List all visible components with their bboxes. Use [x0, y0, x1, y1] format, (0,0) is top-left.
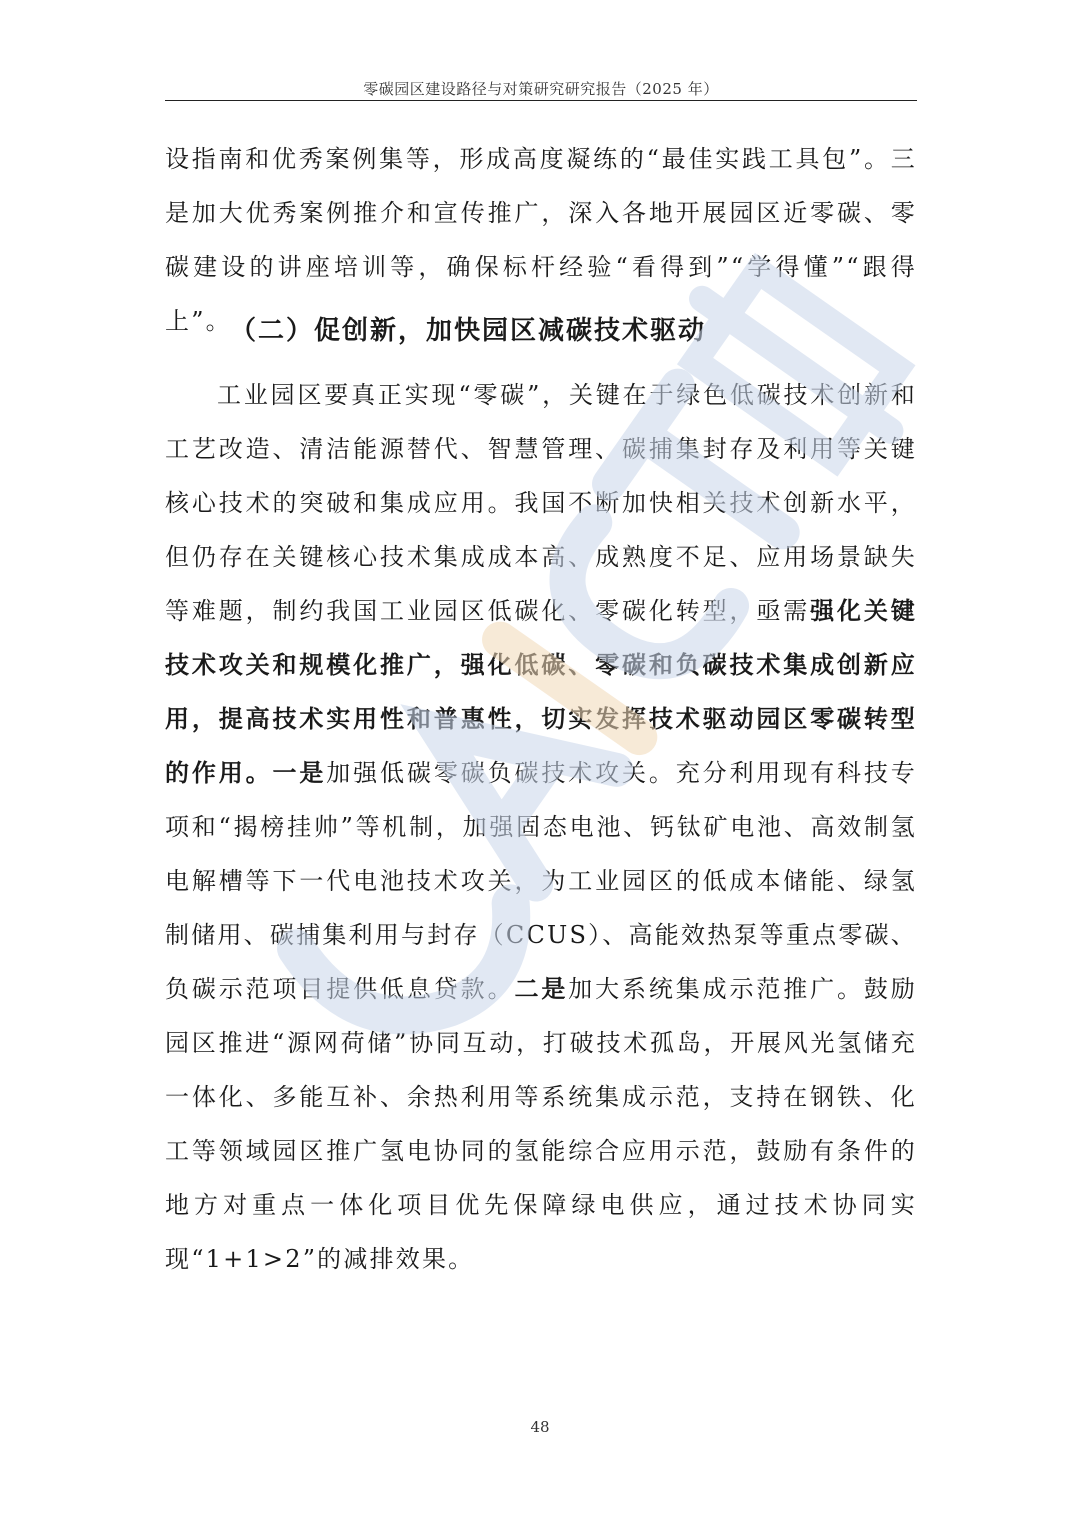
page-number: 48: [530, 1418, 550, 1436]
paragraph-text: 加大系统集成示范推广。鼓励园区推进“源网荷储”协同互动，打破技术孤岛，开展风光氢储充一体化、多能互补、余热利用等系统集成示范，支持在钢铁、化工等领域园区推广氢电协同的氢能综合应用示范，鼓励有条件的地方对重点一体化项目优先保障绿电供应，通过技术协同实现“1+1>2”的减排效果。: [165, 975, 917, 1273]
running-header: 零碳园区建设路径与对策研究研究报告（2025 年）: [363, 80, 719, 98]
paragraph-continued: 设指南和优秀案例集等，形成高度凝练的“最佳实践工具包”。三是加大优秀案例推介和宣传推广，深入各地开展园区近零碳、零碳建设的讲座培训等，确保标杆经验“看得到”“学得懂”“跟得上”。: [165, 145, 917, 335]
paragraph-text: 加强低碳零碳负碳技术攻关。充分利用现有科技专项和“揭榜挂帅”等机制，加强固态电池、钙钛矿电池、高效制氢电解槽等下一代电池技术攻关，为工业园区的低成本储能、绿氢制储用、碳捕集利用与封存（CCUS）、高能效热泵等重点零碳、负碳示范项目提供低息贷款。: [165, 759, 917, 1003]
section-heading: （二）促创新，加快园区减碳技术驱动: [230, 316, 707, 346]
paragraph-text: 工业园区要真正实现“零碳”，关键在于绿色低碳技术创新和工艺改造、清洁能源替代、智慧管理、碳捕集封存及利用等关键核心技术的突破和集成应用。我国不断加快相关技术创新水平，但仍存在关键核心技术集成成本高、成熟度不足、应用场景缺失等难题，制约我国工业园区低碳化、零碳化转型，亟需: [165, 381, 917, 625]
paragraph-main: [165, 368, 917, 1286]
paragraph-bold-text: 强化关键技术攻关和规模化推广，强化低碳、零碳和负碳技术集成创新应用，提高技术实用性和普惠性，切实发挥技术驱动园区零碳转型的作用。一是: [165, 596, 917, 787]
paragraph-bold-text: 二是: [514, 974, 569, 1003]
header-rule: [165, 100, 917, 101]
